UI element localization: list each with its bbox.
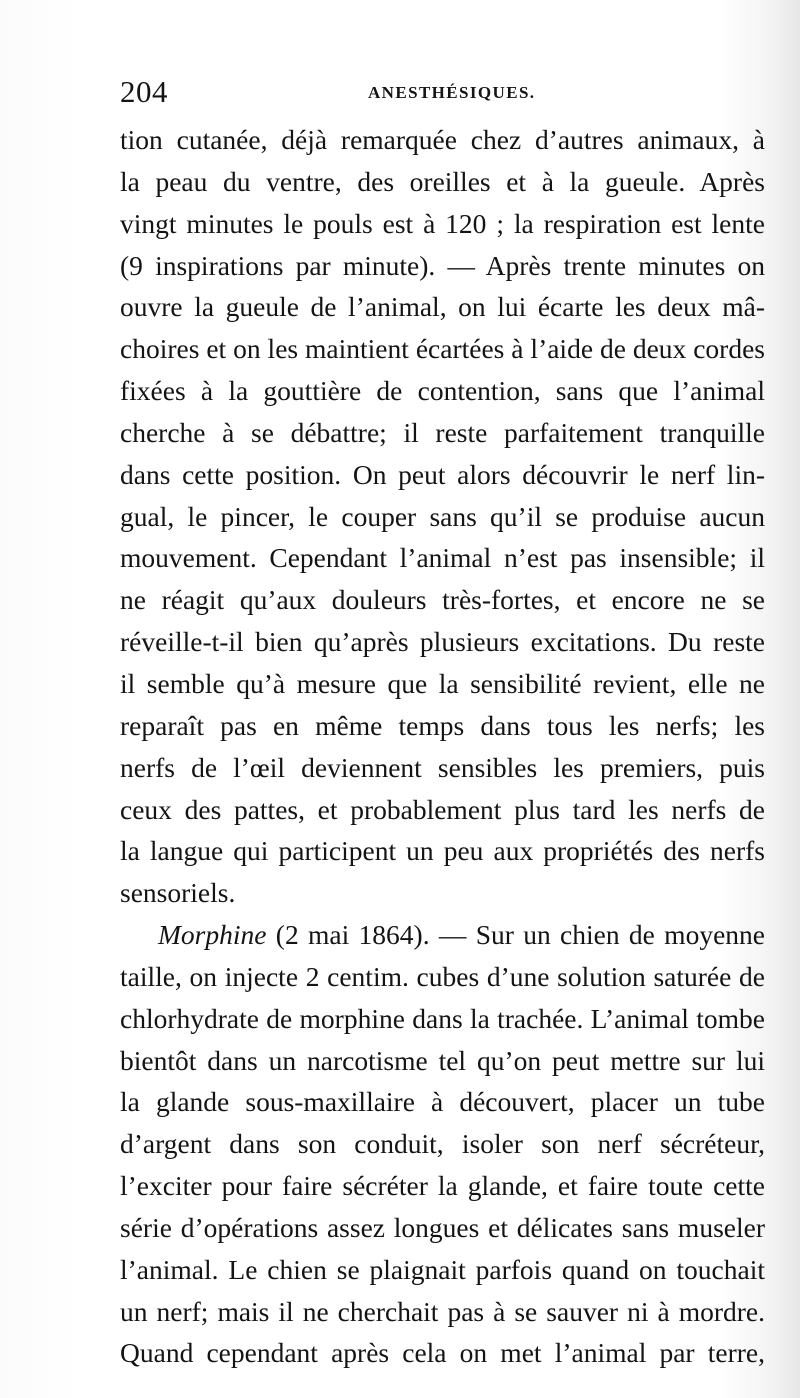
- running-head: ANESTHÉSIQUES.: [368, 83, 536, 102]
- text-line: la peau du ventre, des oreilles et à la gueule. Après: [120, 165, 765, 197]
- text-line: un nerf; mais il ne cherchait pas à se sauver ni à mordre.: [120, 1295, 765, 1327]
- text-line: Quand cependant après cela on met l’animal par terre,: [120, 1337, 765, 1369]
- text-line: choires et on les maintient écartées à l’aide de deux cordes: [120, 333, 765, 365]
- italic-lead: Morphine: [158, 919, 267, 951]
- text-line: l’animal. Le chien se plaignait parfois quand on touchait: [120, 1253, 765, 1285]
- text-line: taille, on injecte 2 centim. cubes d’une solution saturée de: [120, 960, 765, 992]
- text-line: ouvre la gueule de l’animal, on lui écarte les deux mâ-: [120, 291, 765, 323]
- text-line: gual, le pincer, le couper sans qu’il se produise aucun: [120, 500, 765, 532]
- text-line: (9 inspirations par minute). — Après trente minutes on: [120, 249, 765, 281]
- paragraph-1: [120, 119, 765, 914]
- text-line: reparaît pas en même temps dans tous les nerfs; les: [120, 709, 765, 741]
- text-line: cherche à se débattre; il reste parfaitement tranquille: [120, 416, 765, 448]
- text-line: bientôt dans un narcotisme tel qu’on peut mettre sur lui: [120, 1044, 765, 1076]
- paragraph-2: [120, 914, 765, 1374]
- paragraph-first-line: [120, 914, 765, 956]
- text-line: d’argent dans son conduit, isoler son nerf sécréteur,: [120, 1128, 765, 1160]
- text-line: réveille-t-il bien qu’après plusieurs excitations. Du reste: [120, 626, 765, 658]
- text-line: tion cutanée, déjà remarquée chez d’autres animaux, à: [120, 124, 765, 155]
- text-line: sensoriels.: [120, 877, 236, 909]
- text-line: il semble qu’à mesure que la sensibilité revient, elle ne: [120, 667, 765, 699]
- text-line: nerfs de l’œil deviennent sensibles les premiers, puis: [120, 751, 765, 783]
- page-header: [120, 72, 765, 116]
- text-line: série d’opérations assez longues et délicates sans museler: [120, 1211, 765, 1243]
- page-number: 204: [120, 74, 168, 109]
- text-line: mouvement. Cependant l’animal n’est pas insensible; il: [120, 542, 765, 574]
- text-line: ne réagit qu’aux douleurs très-fortes, et encore ne se: [120, 584, 765, 616]
- text-line: dans cette position. On peut alors découvrir le nerf lin-: [120, 458, 765, 490]
- text-line: chlorhydrate de morphine dans la trachée. L’animal tombe: [120, 1002, 765, 1034]
- first-line-rest: (2 mai 1864). — Sur un chien de moyenne: [266, 919, 765, 951]
- text-line: ceux des pattes, et probablement plus tard les nerfs de: [120, 793, 765, 825]
- text-line: vingt minutes le pouls est à 120 ; la respiration est lente: [120, 207, 765, 239]
- text-line: la langue qui participent un peu aux propriétés des nerfs: [120, 835, 765, 867]
- text-line: l’exciter pour faire sécréter la glande, et faire toute cette: [120, 1170, 765, 1202]
- body-text: [120, 119, 765, 1374]
- text-line: la glande sous-maxillaire à découvert, placer un tube: [120, 1086, 765, 1118]
- text-line: fixées à la gouttière de contention, sans que l’animal: [120, 375, 765, 407]
